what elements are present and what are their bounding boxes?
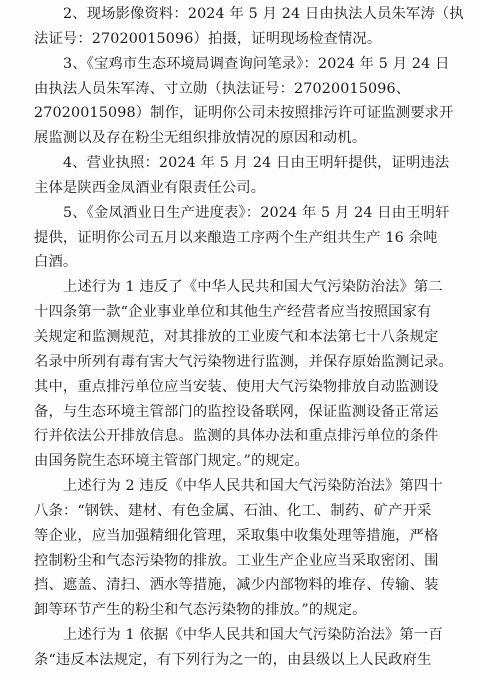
text-line: 上述行为 2 违反《中华人民共和国大气污染防治法》第四十 bbox=[63, 478, 443, 495]
text-line: 3、《宝鸡市生态环境局调查询问笔录》：2024 年 5 月 24 日 bbox=[63, 55, 450, 72]
text-line: 十四条第一款“企业事业单位和其他生产经营者应当按照国家有 bbox=[34, 304, 432, 321]
text-line: 由执法人员朱军涛、寸立勋（执法证号：27020015096、 bbox=[34, 80, 411, 97]
text-line: 备，与生态环境主管部门的监控设备联网，保证监测设备正常运 bbox=[34, 403, 439, 420]
text-line: 八条：“钢铁、建材、有色金属、石油、化工、制药、矿产开采 bbox=[34, 502, 432, 519]
text-line: 27020015098）制作，证明你公司未按照排污许可证监测要求开 bbox=[34, 105, 454, 122]
text-line: 条“违反本法规定，有下列行为之一的，由县级以上人民政府生 bbox=[34, 652, 432, 668]
text-line: 展监测以及存在粉尘无组织排放情况的原因和动机。 bbox=[34, 130, 367, 147]
text-line: 行并依法公开排放信息。监测的具体办法和重点排污单位的条件 bbox=[34, 428, 439, 445]
text-line: 卸等环节产生的粉尘和气态污染物的排放。”的规定。 bbox=[34, 602, 367, 619]
text-line: 其中，重点排污单位应当安装、使用大气污染物排放自动监测设 bbox=[34, 378, 439, 395]
text-line: 上述行为 1 依据《中华人民共和国大气污染防治法》第一百 bbox=[63, 627, 443, 644]
text-line: 白酒。 bbox=[34, 254, 78, 271]
text-line: 4、营业执照：2024 年 5 月 24 日由王明轩提供，证明违法 bbox=[63, 155, 450, 172]
text-line: 由国务院生态环境主管部门规定。”的规定。 bbox=[34, 453, 309, 470]
text-line: 控制粉尘和气态污染物的排放。工业生产企业应当采取密闭、围 bbox=[34, 552, 439, 569]
text-line: 名录中所列有毒有害大气污染物进行监测，并保存原始监测记录。 bbox=[34, 353, 453, 370]
text-line: 上述行为 1 违反了《中华人民共和国大气污染防治法》第二 bbox=[63, 279, 443, 296]
text-line: 挡、遮盖、清扫、洒水等措施，减少内部物料的堆存、传输、装 bbox=[34, 577, 439, 594]
text-line: 2、现场影像资料：2024 年 5 月 24 日由执法人员朱军涛（执 bbox=[63, 6, 464, 22]
text-line: 主体是陕西金凤酒业有限责任公司。 bbox=[34, 179, 266, 196]
text-line: 法证号：27020015096）拍摄，证明现场检查情况。 bbox=[34, 30, 382, 47]
text-line: 提供，证明你公司五月以来酿造工序两个生产组共生产 16 余吨 bbox=[34, 229, 438, 246]
text-line: 关规定和监测规范，对其排放的工业废气和本法第七十八条规定 bbox=[34, 329, 439, 345]
text-line: 5、《金凤酒业日生产进度表》：2024 年 5 月 24 日由王明轩 bbox=[63, 204, 450, 221]
text-line: 等企业，应当加强精细化管理，采取集中收集处理等措施，严格 bbox=[34, 527, 439, 544]
